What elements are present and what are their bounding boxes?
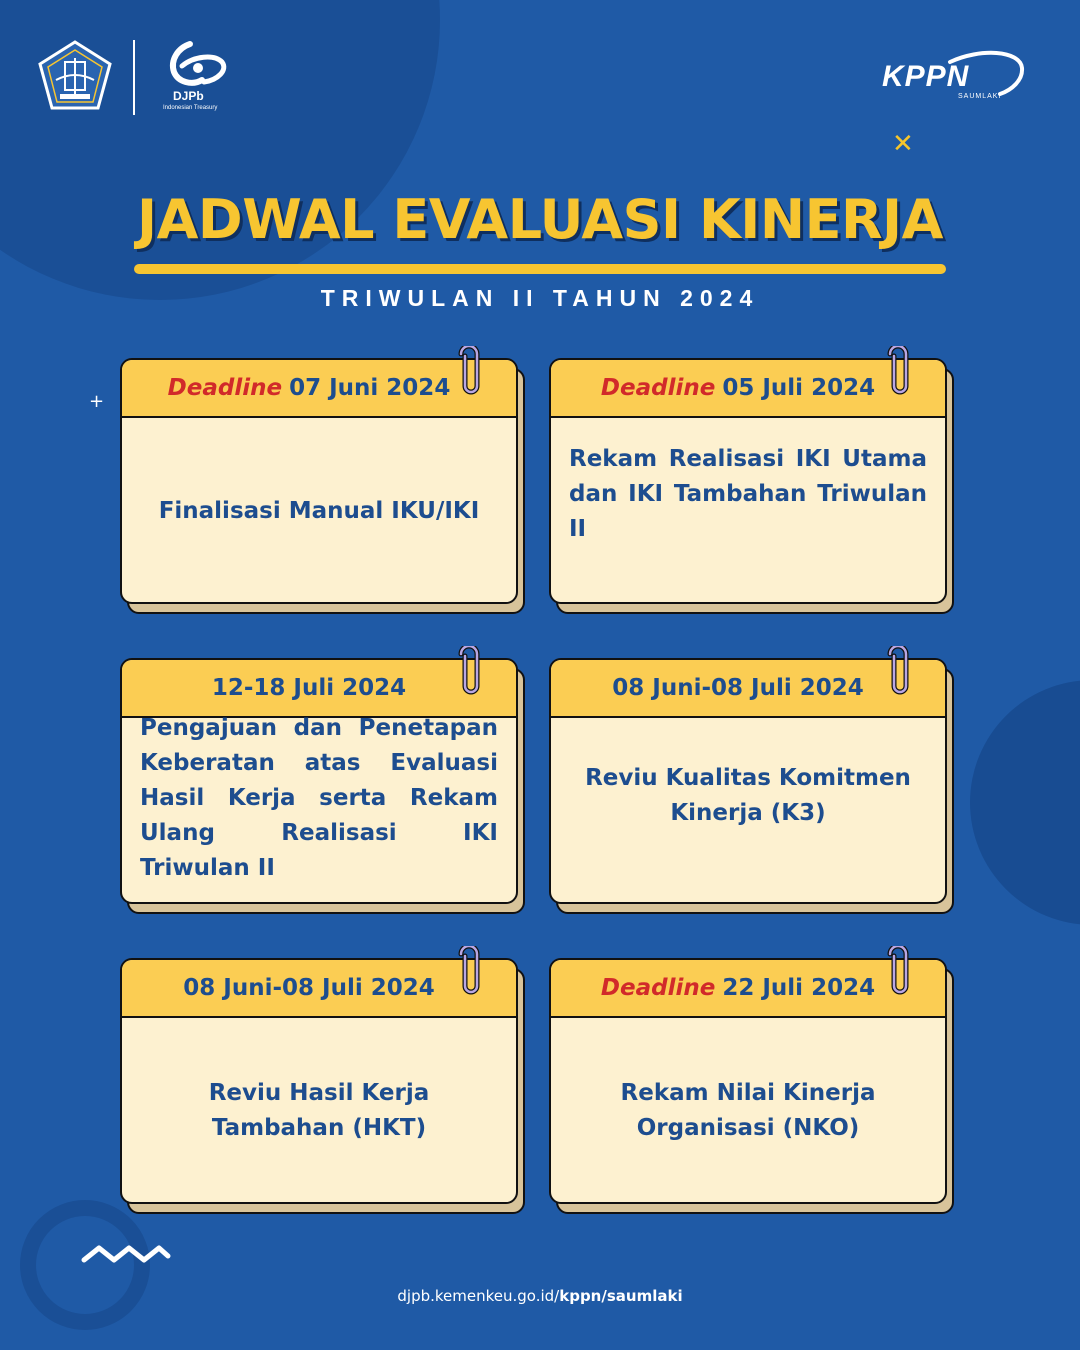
card-date: 07 Juni 2024 [289, 375, 451, 401]
card-text: Finalisasi Manual IKU/IKI [158, 497, 480, 524]
card-header [122, 960, 516, 1018]
card-content [551, 718, 945, 904]
page-title: JADWAL EVALUASI KINERJA [137, 188, 943, 251]
page-subtitle: TRIWULAN II TAHUN 2024 [320, 285, 760, 311]
paperclip-icon [887, 946, 913, 998]
decorative-plus-icon: + [89, 391, 105, 412]
card-header [551, 960, 945, 1018]
card-date: 12-18 Juli 2024 [211, 675, 407, 701]
card-text: Pengajuan dan Penetapan Keberatan atas Evaluasi Hasil Kerja serta Rekam Ulang Realisasi IKI Triwulan II [140, 714, 498, 881]
kppn-name: KPPN [882, 60, 970, 93]
card-content [551, 418, 945, 604]
decorative-wave-icon [80, 1240, 172, 1268]
paperclip-icon [458, 646, 484, 698]
card-date: 05 Juli 2024 [722, 375, 876, 401]
card-header [122, 360, 516, 418]
card-content [122, 418, 516, 604]
logo-divider [133, 40, 135, 115]
card-content [551, 1018, 945, 1204]
card-header [551, 660, 945, 718]
card-text: Reviu Hasil Kerja Tambahan (HKT) [208, 1080, 430, 1141]
deadline-label: Deadline [600, 975, 716, 1001]
card-text: Rekam Realisasi IKI Utama dan IKI Tambahan Triwulan II [569, 445, 927, 542]
card-header [122, 660, 516, 718]
paperclip-icon [458, 946, 484, 998]
decorative-cross-icon: ✕ [892, 129, 914, 159]
card-date: 22 Juli 2024 [722, 975, 876, 1001]
card-header [551, 360, 945, 418]
paperclip-icon [458, 346, 484, 398]
card-text: Reviu Kualitas Komitmen Kinerja (K3) [585, 765, 911, 826]
schedule-card [549, 658, 947, 904]
kemenkeu-logo-icon [38, 40, 112, 110]
card-content [122, 1018, 516, 1204]
card-content [122, 714, 516, 904]
footer-url-prefix: djpb.kemenkeu.go.id/ [397, 1287, 560, 1305]
schedule-card [120, 358, 518, 604]
djpb-name: DJPb [173, 89, 204, 103]
deadline-label: Deadline [167, 375, 283, 401]
djpb-tagline: Indonesian Treasury [163, 105, 218, 111]
background-circle-right [970, 680, 1080, 925]
paperclip-icon [887, 346, 913, 398]
schedule-card [549, 958, 947, 1204]
card-text: Rekam Nilai Kinerja Organisasi (NKO) [620, 1080, 876, 1141]
paperclip-icon [887, 646, 913, 698]
card-date: 08 Juni-08 Juli 2024 [612, 675, 864, 701]
schedule-card [120, 958, 518, 1204]
kppn-office: SAUMLAKI [958, 93, 1002, 100]
deadline-label: Deadline [600, 375, 716, 401]
footer-url-path: kppn/saumlaki [559, 1287, 683, 1305]
schedule-card [549, 358, 947, 604]
title-underline [134, 264, 946, 274]
footer-url[interactable] [0, 1287, 1080, 1305]
card-date: 08 Juni-08 Juli 2024 [183, 975, 435, 1001]
schedule-card [120, 658, 518, 904]
